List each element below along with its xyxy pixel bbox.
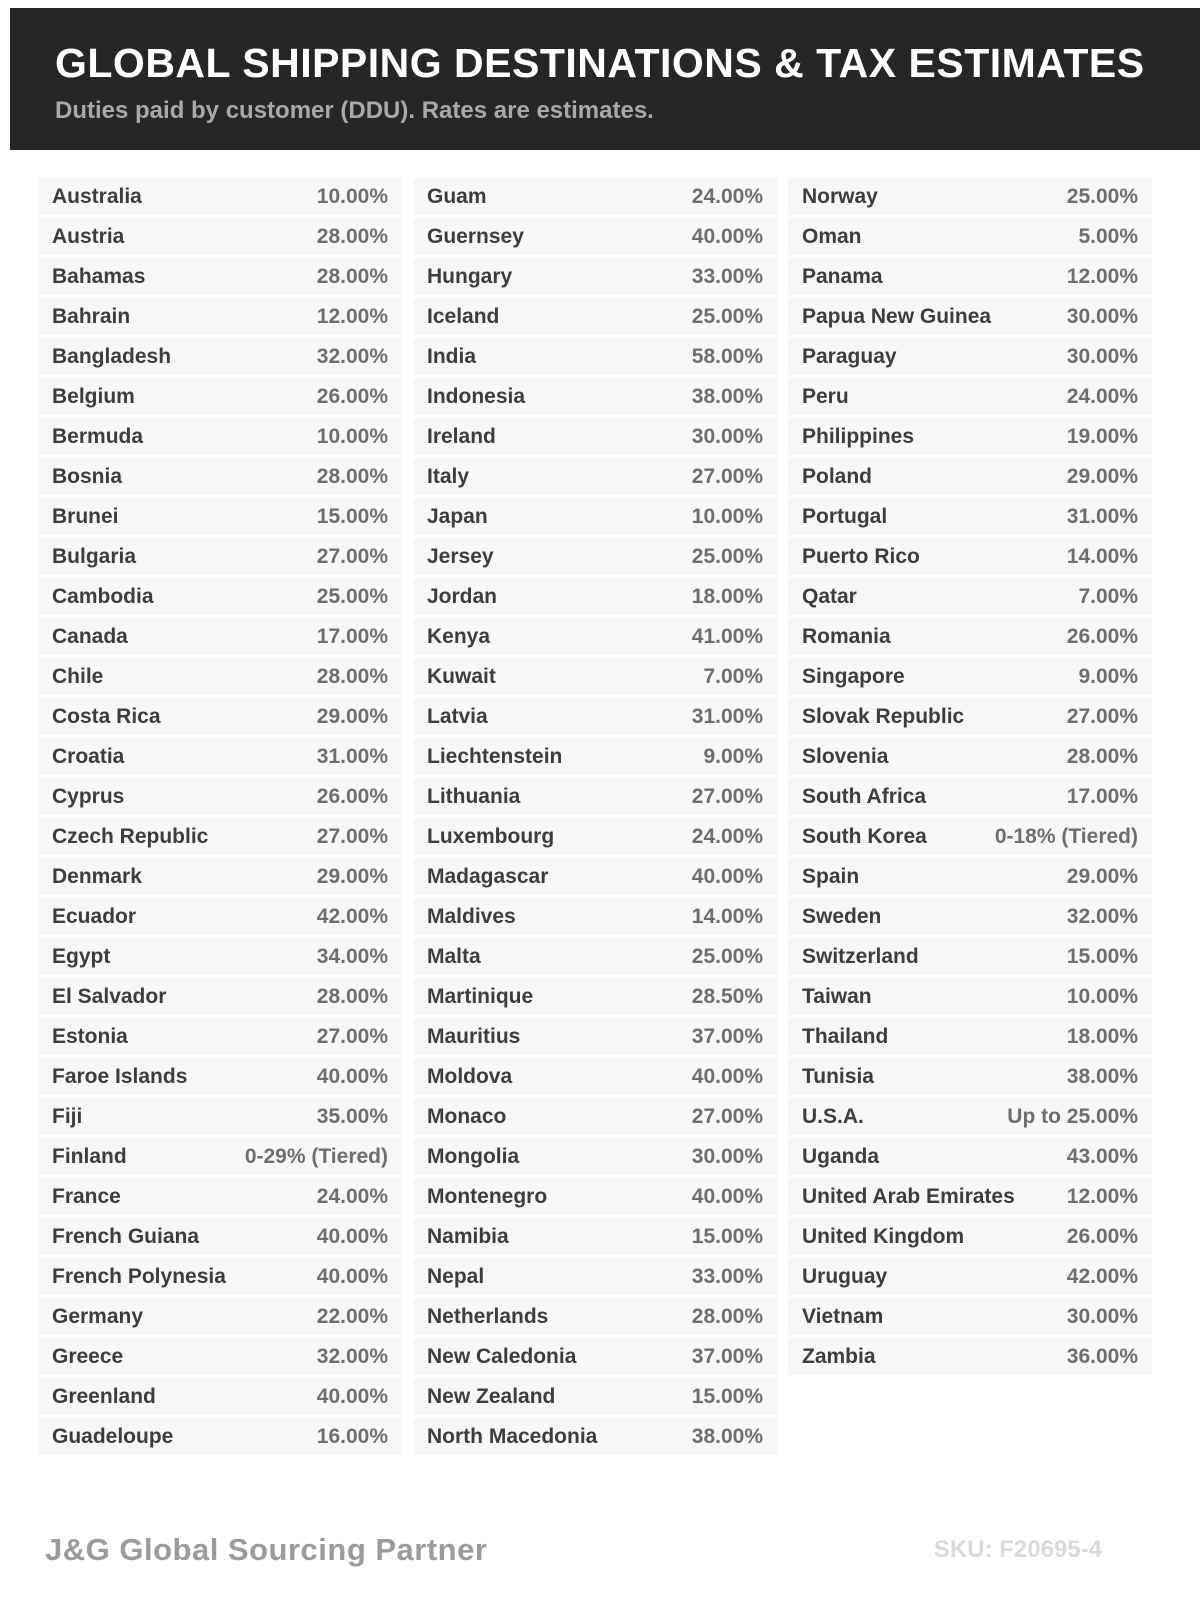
country-name: Namibia bbox=[427, 1224, 509, 1248]
table-row bbox=[788, 258, 1152, 295]
table-row bbox=[788, 978, 1152, 1015]
country-name: Denmark bbox=[52, 864, 142, 888]
rate-value: 27.00% bbox=[316, 824, 388, 848]
rate-value: 12.00% bbox=[1066, 1184, 1138, 1208]
country-name: Canada bbox=[52, 624, 128, 648]
country-name: Switzerland bbox=[802, 944, 919, 968]
country-name: Lithuania bbox=[427, 784, 521, 808]
table-row bbox=[788, 818, 1152, 855]
rate-value: 27.00% bbox=[316, 544, 388, 568]
table-row bbox=[38, 378, 402, 415]
rate-column-2 bbox=[413, 178, 777, 1458]
rate-value: 25.00% bbox=[1066, 184, 1138, 208]
table-row bbox=[413, 298, 777, 335]
table-row bbox=[788, 1098, 1152, 1135]
rate-value: 37.00% bbox=[691, 1024, 763, 1048]
country-name: Slovak Republic bbox=[802, 704, 965, 728]
country-name: Chile bbox=[52, 664, 104, 688]
rate-value: 0-29% (Tiered) bbox=[244, 1144, 388, 1168]
country-name: Bermuda bbox=[52, 424, 144, 448]
country-name: Thailand bbox=[802, 1024, 889, 1048]
rate-value: 40.00% bbox=[316, 1264, 388, 1288]
table-row bbox=[38, 738, 402, 775]
table-row bbox=[788, 938, 1152, 975]
table-row bbox=[788, 418, 1152, 455]
country-name: Moldova bbox=[427, 1064, 513, 1088]
table-row bbox=[38, 298, 402, 335]
country-name: Mongolia bbox=[427, 1144, 520, 1168]
rate-value: 25.00% bbox=[691, 304, 763, 328]
rate-value: 40.00% bbox=[316, 1224, 388, 1248]
country-name: Papua New Guinea bbox=[802, 304, 992, 328]
table-row bbox=[788, 338, 1152, 375]
table-row bbox=[788, 298, 1152, 335]
country-name: Tunisia bbox=[802, 1064, 874, 1088]
table-row bbox=[788, 618, 1152, 655]
table-row bbox=[38, 1338, 402, 1375]
rate-value: 38.00% bbox=[1066, 1064, 1138, 1088]
table-row bbox=[413, 1018, 777, 1055]
country-name: Cyprus bbox=[52, 784, 125, 808]
rate-value: 0-18% (Tiered) bbox=[994, 824, 1138, 848]
rate-value: 28.50% bbox=[691, 984, 763, 1008]
table-row bbox=[413, 1258, 777, 1295]
table-row bbox=[413, 618, 777, 655]
country-name: Croatia bbox=[52, 744, 125, 768]
rate-value: 15.00% bbox=[316, 504, 388, 528]
rate-value: 28.00% bbox=[316, 464, 388, 488]
rate-value: 14.00% bbox=[691, 904, 763, 928]
country-name: Maldives bbox=[427, 904, 516, 928]
table-row bbox=[38, 218, 402, 255]
country-name: French Guiana bbox=[52, 1224, 200, 1248]
table-row bbox=[413, 698, 777, 735]
table-row bbox=[413, 418, 777, 455]
rate-value: 10.00% bbox=[1066, 984, 1138, 1008]
rate-value: 58.00% bbox=[691, 344, 763, 368]
country-name: French Polynesia bbox=[52, 1264, 226, 1288]
rate-value: 17.00% bbox=[316, 624, 388, 648]
rate-value: 14.00% bbox=[1066, 544, 1138, 568]
table-row bbox=[38, 1018, 402, 1055]
rate-value: 9.00% bbox=[703, 744, 763, 768]
country-name: Panama bbox=[802, 264, 883, 288]
table-row bbox=[38, 458, 402, 495]
table-row bbox=[788, 738, 1152, 775]
country-name: Austria bbox=[52, 224, 125, 248]
table-row bbox=[413, 498, 777, 535]
rate-value: 31.00% bbox=[1066, 504, 1138, 528]
country-name: New Caledonia bbox=[427, 1344, 577, 1368]
country-name: Iceland bbox=[427, 304, 500, 328]
table-row bbox=[413, 1178, 777, 1215]
country-name: Montenegro bbox=[427, 1184, 548, 1208]
table-row bbox=[413, 458, 777, 495]
country-name: Taiwan bbox=[802, 984, 872, 1008]
rate-value: 25.00% bbox=[316, 584, 388, 608]
rate-column-1 bbox=[38, 178, 402, 1458]
rate-value: 29.00% bbox=[316, 864, 388, 888]
rate-value: 19.00% bbox=[1066, 424, 1138, 448]
table-row bbox=[788, 1298, 1152, 1335]
country-name: Bangladesh bbox=[52, 344, 172, 368]
table-row bbox=[413, 1098, 777, 1135]
rate-value: 33.00% bbox=[691, 1264, 763, 1288]
country-name: Brunei bbox=[52, 504, 119, 528]
rate-value: 40.00% bbox=[691, 224, 763, 248]
table-row bbox=[38, 178, 402, 215]
rate-value: 29.00% bbox=[1066, 464, 1138, 488]
rate-value: 24.00% bbox=[1066, 384, 1138, 408]
table-row bbox=[413, 658, 777, 695]
table-row bbox=[413, 858, 777, 895]
rate-value: 17.00% bbox=[1066, 784, 1138, 808]
country-name: India bbox=[427, 344, 477, 368]
country-name: Greece bbox=[52, 1344, 124, 1368]
country-name: Liechtenstein bbox=[427, 744, 563, 768]
rate-value: 24.00% bbox=[316, 1184, 388, 1208]
country-name: Latvia bbox=[427, 704, 488, 728]
rate-value: 7.00% bbox=[703, 664, 763, 688]
rate-value: 28.00% bbox=[316, 984, 388, 1008]
country-name: Monaco bbox=[427, 1104, 507, 1128]
country-name: Norway bbox=[802, 184, 878, 208]
rate-value: 16.00% bbox=[316, 1424, 388, 1448]
table-row bbox=[788, 538, 1152, 575]
table-row bbox=[413, 178, 777, 215]
header-banner bbox=[10, 8, 1200, 150]
rate-value: 40.00% bbox=[691, 864, 763, 888]
country-name: Peru bbox=[802, 384, 849, 408]
rate-value: 18.00% bbox=[1066, 1024, 1138, 1048]
country-name: Philippines bbox=[802, 424, 915, 448]
table-row bbox=[38, 1418, 402, 1455]
table-row bbox=[38, 978, 402, 1015]
rate-value: 42.00% bbox=[1066, 1264, 1138, 1288]
country-name: Guam bbox=[427, 184, 487, 208]
rate-value: 35.00% bbox=[316, 1104, 388, 1128]
table-row bbox=[38, 498, 402, 535]
country-name: Fiji bbox=[52, 1104, 83, 1128]
rate-value: 28.00% bbox=[691, 1304, 763, 1328]
table-row bbox=[788, 458, 1152, 495]
country-name: Netherlands bbox=[427, 1304, 549, 1328]
country-name: Spain bbox=[802, 864, 860, 888]
country-name: Japan bbox=[427, 504, 488, 528]
table-row bbox=[413, 538, 777, 575]
rate-value: 28.00% bbox=[316, 224, 388, 248]
table-row bbox=[38, 818, 402, 855]
country-name: Jersey bbox=[427, 544, 494, 568]
table-row bbox=[788, 1178, 1152, 1215]
country-name: Singapore bbox=[802, 664, 905, 688]
table-row bbox=[413, 978, 777, 1015]
rate-value: 15.00% bbox=[1066, 944, 1138, 968]
rate-value: 32.00% bbox=[316, 344, 388, 368]
rate-value: 26.00% bbox=[1066, 1224, 1138, 1248]
table-row bbox=[413, 1058, 777, 1095]
rate-value: 30.00% bbox=[1066, 344, 1138, 368]
table-row bbox=[38, 1098, 402, 1135]
rate-value: 26.00% bbox=[1066, 624, 1138, 648]
table-row bbox=[413, 1138, 777, 1175]
table-row bbox=[413, 1338, 777, 1375]
rate-value: 10.00% bbox=[691, 504, 763, 528]
country-name: Cambodia bbox=[52, 584, 154, 608]
rate-value: 33.00% bbox=[691, 264, 763, 288]
table-row bbox=[38, 258, 402, 295]
rate-value: 36.00% bbox=[1066, 1344, 1138, 1368]
rate-value: 24.00% bbox=[691, 824, 763, 848]
country-name: Nepal bbox=[427, 1264, 485, 1288]
country-name: Kuwait bbox=[427, 664, 496, 688]
country-name: Germany bbox=[52, 1304, 144, 1328]
country-name: Uganda bbox=[802, 1144, 880, 1168]
table-row bbox=[38, 1258, 402, 1295]
table-row bbox=[413, 818, 777, 855]
table-row bbox=[788, 218, 1152, 255]
table-row bbox=[413, 218, 777, 255]
country-name: United Kingdom bbox=[802, 1224, 965, 1248]
rate-value: 9.00% bbox=[1078, 664, 1138, 688]
country-name: Bosnia bbox=[52, 464, 123, 488]
table-row bbox=[788, 1258, 1152, 1295]
rate-value: 38.00% bbox=[691, 384, 763, 408]
table-row bbox=[413, 578, 777, 615]
rate-value: 31.00% bbox=[691, 704, 763, 728]
rate-value: 27.00% bbox=[691, 1104, 763, 1128]
page-subtitle: Duties paid by customer (DDU). Rates are estimates. bbox=[55, 97, 654, 124]
table-row bbox=[413, 778, 777, 815]
rate-value: 10.00% bbox=[316, 184, 388, 208]
table-row bbox=[38, 658, 402, 695]
table-row bbox=[788, 1338, 1152, 1375]
rate-value: 25.00% bbox=[691, 544, 763, 568]
rate-value: 42.00% bbox=[316, 904, 388, 928]
rate-value: 27.00% bbox=[691, 464, 763, 488]
rate-value: 30.00% bbox=[1066, 304, 1138, 328]
country-name: Costa Rica bbox=[52, 704, 161, 728]
country-name: Australia bbox=[52, 184, 142, 208]
country-name: Italy bbox=[427, 464, 470, 488]
table-row bbox=[38, 538, 402, 575]
country-name: Qatar bbox=[802, 584, 857, 608]
table-row bbox=[38, 778, 402, 815]
table-row bbox=[413, 1378, 777, 1415]
country-name: El Salvador bbox=[52, 984, 167, 1008]
country-name: Poland bbox=[802, 464, 873, 488]
footer bbox=[0, 1532, 1200, 1568]
country-name: Bahrain bbox=[52, 304, 131, 328]
country-name: Bulgaria bbox=[52, 544, 137, 568]
country-name: Madagascar bbox=[427, 864, 549, 888]
country-name: Indonesia bbox=[427, 384, 526, 408]
rate-value: 38.00% bbox=[691, 1424, 763, 1448]
table-row bbox=[413, 1298, 777, 1335]
table-row bbox=[788, 498, 1152, 535]
rate-value: 37.00% bbox=[691, 1344, 763, 1368]
country-name: Ireland bbox=[427, 424, 496, 448]
rate-value: 27.00% bbox=[316, 1024, 388, 1048]
rate-value: 30.00% bbox=[691, 424, 763, 448]
rate-value: 15.00% bbox=[691, 1224, 763, 1248]
rate-value: 29.00% bbox=[316, 704, 388, 728]
rate-value: 30.00% bbox=[1066, 1304, 1138, 1328]
rate-value: 32.00% bbox=[316, 1344, 388, 1368]
rate-value: 18.00% bbox=[691, 584, 763, 608]
rate-value: Up to 25.00% bbox=[1007, 1104, 1138, 1128]
rate-value: 31.00% bbox=[316, 744, 388, 768]
table-row bbox=[413, 938, 777, 975]
rate-value: 32.00% bbox=[1066, 904, 1138, 928]
rate-value: 28.00% bbox=[316, 264, 388, 288]
rate-value: 28.00% bbox=[1066, 744, 1138, 768]
country-name: Sweden bbox=[802, 904, 882, 928]
table-row bbox=[788, 698, 1152, 735]
rate-value: 25.00% bbox=[691, 944, 763, 968]
country-name: Mauritius bbox=[427, 1024, 521, 1048]
table-row bbox=[38, 1378, 402, 1415]
table-row bbox=[788, 1138, 1152, 1175]
country-name: Greenland bbox=[52, 1384, 156, 1408]
country-name: United Arab Emirates bbox=[802, 1184, 1015, 1208]
rate-value: 29.00% bbox=[1066, 864, 1138, 888]
country-name: Vietnam bbox=[802, 1304, 884, 1328]
table-row bbox=[788, 378, 1152, 415]
country-name: Paraguay bbox=[802, 344, 897, 368]
country-name: Luxembourg bbox=[427, 824, 555, 848]
country-name: Hungary bbox=[427, 264, 513, 288]
table-row bbox=[788, 178, 1152, 215]
table-row bbox=[788, 1018, 1152, 1055]
country-name: Zambia bbox=[802, 1344, 876, 1368]
table-row bbox=[38, 698, 402, 735]
country-name: Martinique bbox=[427, 984, 534, 1008]
table-row bbox=[38, 1058, 402, 1095]
table-row bbox=[413, 1218, 777, 1255]
rate-value: 34.00% bbox=[316, 944, 388, 968]
rate-value: 40.00% bbox=[691, 1064, 763, 1088]
rate-value: 28.00% bbox=[316, 664, 388, 688]
table-row bbox=[38, 1298, 402, 1335]
country-name: Ecuador bbox=[52, 904, 137, 928]
country-name: Malta bbox=[427, 944, 481, 968]
rate-value: 27.00% bbox=[691, 784, 763, 808]
country-name: France bbox=[52, 1184, 121, 1208]
country-name: Faroe Islands bbox=[52, 1064, 188, 1088]
country-name: Bahamas bbox=[52, 264, 146, 288]
table-row bbox=[38, 938, 402, 975]
country-name: New Zealand bbox=[427, 1384, 556, 1408]
country-name: Kenya bbox=[427, 624, 491, 648]
table-row bbox=[38, 858, 402, 895]
table-row bbox=[38, 338, 402, 375]
table-row bbox=[38, 618, 402, 655]
table-row bbox=[413, 1418, 777, 1455]
table-row bbox=[413, 738, 777, 775]
rate-value: 12.00% bbox=[1066, 264, 1138, 288]
rate-value: 30.00% bbox=[691, 1144, 763, 1168]
rates-table bbox=[38, 178, 1152, 1458]
country-name: Egypt bbox=[52, 944, 111, 968]
table-row bbox=[413, 258, 777, 295]
country-name: Uruguay bbox=[802, 1264, 888, 1288]
rate-value: 24.00% bbox=[691, 184, 763, 208]
rate-value: 40.00% bbox=[316, 1384, 388, 1408]
country-name: Slovenia bbox=[802, 744, 889, 768]
sku-label: SKU: F20695-4 bbox=[933, 1536, 1102, 1563]
table-row bbox=[788, 858, 1152, 895]
country-name: Jordan bbox=[427, 584, 498, 608]
rate-value: 5.00% bbox=[1078, 224, 1138, 248]
table-row bbox=[38, 418, 402, 455]
country-name: Puerto Rico bbox=[802, 544, 920, 568]
country-name: South Africa bbox=[802, 784, 927, 808]
country-name: Finland bbox=[52, 1144, 127, 1168]
table-row bbox=[788, 578, 1152, 615]
country-name: Guernsey bbox=[427, 224, 524, 248]
country-name: Belgium bbox=[52, 384, 135, 408]
brand-name: J&G Global Sourcing Partner bbox=[45, 1532, 488, 1567]
rate-value: 15.00% bbox=[691, 1384, 763, 1408]
country-name: U.S.A. bbox=[802, 1104, 864, 1128]
table-row bbox=[788, 658, 1152, 695]
table-row bbox=[788, 898, 1152, 935]
country-name: Estonia bbox=[52, 1024, 128, 1048]
rate-value: 41.00% bbox=[691, 624, 763, 648]
table-row bbox=[38, 578, 402, 615]
table-row bbox=[413, 378, 777, 415]
table-row bbox=[38, 1138, 402, 1175]
rate-value: 22.00% bbox=[316, 1304, 388, 1328]
country-name: Portugal bbox=[802, 504, 888, 528]
rate-value: 43.00% bbox=[1066, 1144, 1138, 1168]
rate-value: 40.00% bbox=[316, 1064, 388, 1088]
rate-value: 10.00% bbox=[316, 424, 388, 448]
country-name: Romania bbox=[802, 624, 891, 648]
country-name: Czech Republic bbox=[52, 824, 209, 848]
rate-value: 27.00% bbox=[1066, 704, 1138, 728]
table-row bbox=[38, 1218, 402, 1255]
rate-value: 26.00% bbox=[316, 784, 388, 808]
rate-value: 7.00% bbox=[1078, 584, 1138, 608]
table-row bbox=[413, 898, 777, 935]
table-row bbox=[788, 1218, 1152, 1255]
page-title: GLOBAL SHIPPING DESTINATIONS & TAX ESTIMATES bbox=[55, 40, 1145, 86]
rate-value: 26.00% bbox=[316, 384, 388, 408]
table-row bbox=[38, 1178, 402, 1215]
country-name: Oman bbox=[802, 224, 862, 248]
country-name: North Macedonia bbox=[427, 1424, 598, 1448]
table-row bbox=[788, 1058, 1152, 1095]
rate-value: 40.00% bbox=[691, 1184, 763, 1208]
table-row bbox=[413, 338, 777, 375]
table-row bbox=[38, 898, 402, 935]
country-name: South Korea bbox=[802, 824, 927, 848]
country-name: Guadeloupe bbox=[52, 1424, 174, 1448]
table-row bbox=[788, 778, 1152, 815]
rate-value: 12.00% bbox=[316, 304, 388, 328]
rate-column-3 bbox=[788, 178, 1152, 1458]
